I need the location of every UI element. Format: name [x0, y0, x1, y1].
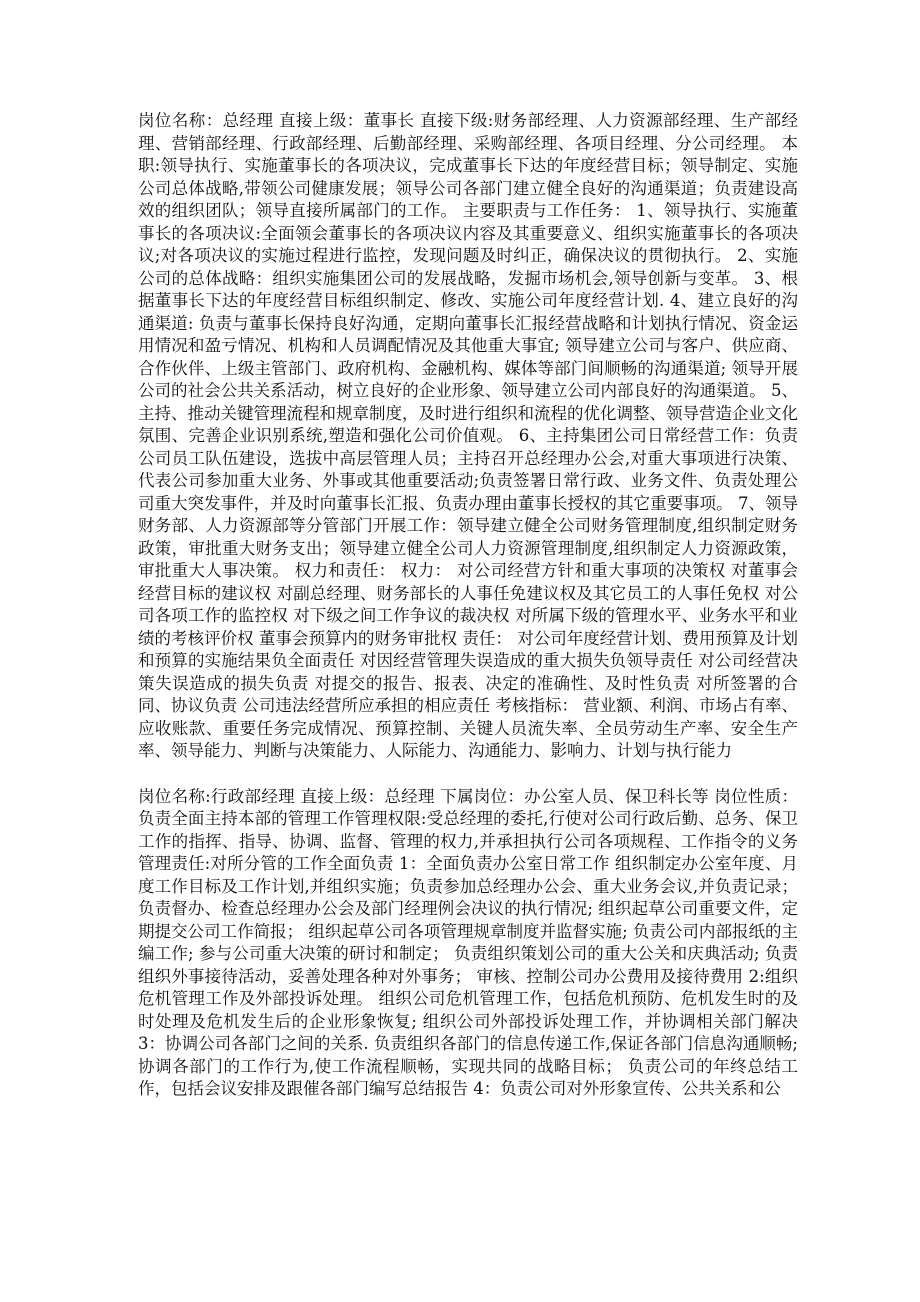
paragraph-admin-manager: 岗位名称:行政部经理 直接上级：总经理 下属岗位：办公室人员、保卫科长等 岗位性质：负责全面主持本部的管理工作管理权限:受总经理的委托,行使对公司行政后勤、总务、保卫工作的指挥、指导、协调、监督、管理的权力,并承担执行公司各项规程、工作指令的义务管理责任:对所分管的工作全面负责 1：全面负责办公室日常工作 组织制定办公室年度、月度工作目标及工作计划,并组织实施；负责参加总经理办公会、重大业务会议,并负责记录；负责督办、检查总经理办公会及部门经理例会决议的执行情况; 组织起草公司重要文件，定期提交公司工作简报； 组织起草公司各项管理规章制度并监督实施; 负责公司内部报纸的主编工作; 参与公司重大决策的研讨和制定； 负责组织策划公司的重大公关和庆典活动; 负责组织外事接待活动，妥善处理各种对外事务； 审核、控制公司办公费用及接待费用 2:组织危机管理工作及外部投诉处理。 组织公司危机管理工作，包括危机预防、危机发生时的及时处理及危机发生后的企业形象恢复; 组织公司外部投诉处理工作，并协调相关部门解决 3：协调公司各部门之间的关系. 负责组织各部门的信息传递工作,保证各部门信息沟通顺畅; 协调各部门的工作行为,使工作流程顺畅，实现共同的战略目标； 负责公司的年终总结工作，包括会议安排及跟催各部门编写总结报告 4：负责公司对外形象宣传、公共关系和公 [138, 786, 798, 1098]
paragraph-spacer [138, 763, 798, 786]
document-body [138, 110, 798, 1101]
paragraph-general-manager: 岗位名称：总经理 直接上级：董事长 直接下级:财务部经理、人力资源部经理、生产部经理、营销部经理、行政部经理、后勤部经理、采购部经理、各项目经理、分公司经理。 本职:领导执行、实施董事长的各项决议，完成董事长下达的年度经营目标；领导制定、实施公司总体战略,带领公司健康发展；领导公司各部门建立健全良好的沟通渠道；负责建设高效的组织团队；领导直接所属部门的工作。 主要职责与工作任务： 1、领导执行、实施董事长的各项决议:全面领会董事长的各项决议内容及其重要意义、组织实施董事长的各项决议;对各项决议的实施过程进行监控，发现问题及时纠正，确保决议的贯彻执行。 2、实施公司的总体战略：组织实施集团公司的发展战略，发掘市场机会,领导创新与变革。 3、根据董事长下达的年度经营目标组织制定、修改、实施公司年度经营计划. 4、建立良好的沟通渠道: 负责与董事长保持良好沟通，定期向董事长汇报经营战略和计划执行情况、资金运用情况和盈亏情况、机构和人员调配情况及其他重大事宜; 领导建立公司与客户、供应商、合作伙伴、上级主管部门、政府机构、金融机构、媒体等部门间顺畅的沟通渠道; 领导开展公司的社会公共关系活动，树立良好的企业形象、领导建立公司内部良好的沟通渠道。 5、主持、推动关键管理流程和规章制度，及时进行组织和流程的优化调整、领导营造企业文化氛围、完善企业识别系统,塑造和强化公司价值观。 6、主持集团公司日常经营工作：负责公司员工队伍建设，选拔中高层管理人员；主持召开总经理办公会,对重大事项进行决策、代表公司参加重大业务、外事或其他重要活动;负责签署日常行政、业务文件、负责处理公司重大突发事件，并及时向董事长汇报、负责办理由董事长授权的其它重要事项。 7、领导财务部、人力资源部等分管部门开展工作：领导建立健全公司财务管理制度,组织制定财务政策，审批重大财务支出；领导建立健全公司人力资源管理制度,组织制定人力资源政策，审批重大人事决策。 权力和责任： 权力： 对公司经营方针和重大事项的决策权 对董事会经营目标的建议权 对副总经理、财务部长的人事任免建议权及其它员工的人事任免权 对公司各项工作的监控权 对下级之间工作争议的裁决权 对所属下级的管理水平、业务水平和业绩的考核评价权 董事会预算内的财务审批权 责任： 对公司年度经营计划、费用预算及计划和预算的实施结果负全面责任 对因经营管理失误造成的重大损失负领导责任 对公司经营决策失误造成的损失负责 对提交的报告、报表、决定的准确性、及时性负责 对所签署的合同、协议负责 公司违法经营所应承担的相应责任 考核指标： 营业额、利润、市场占有率、应收账款、重要任务完成情况、预算控制、关键人员流失率、全员劳动生产率、安全生产率、领导能力、判断与决策能力、人际能力、沟通能力、影响力、计划与执行能力 [138, 111, 798, 760]
